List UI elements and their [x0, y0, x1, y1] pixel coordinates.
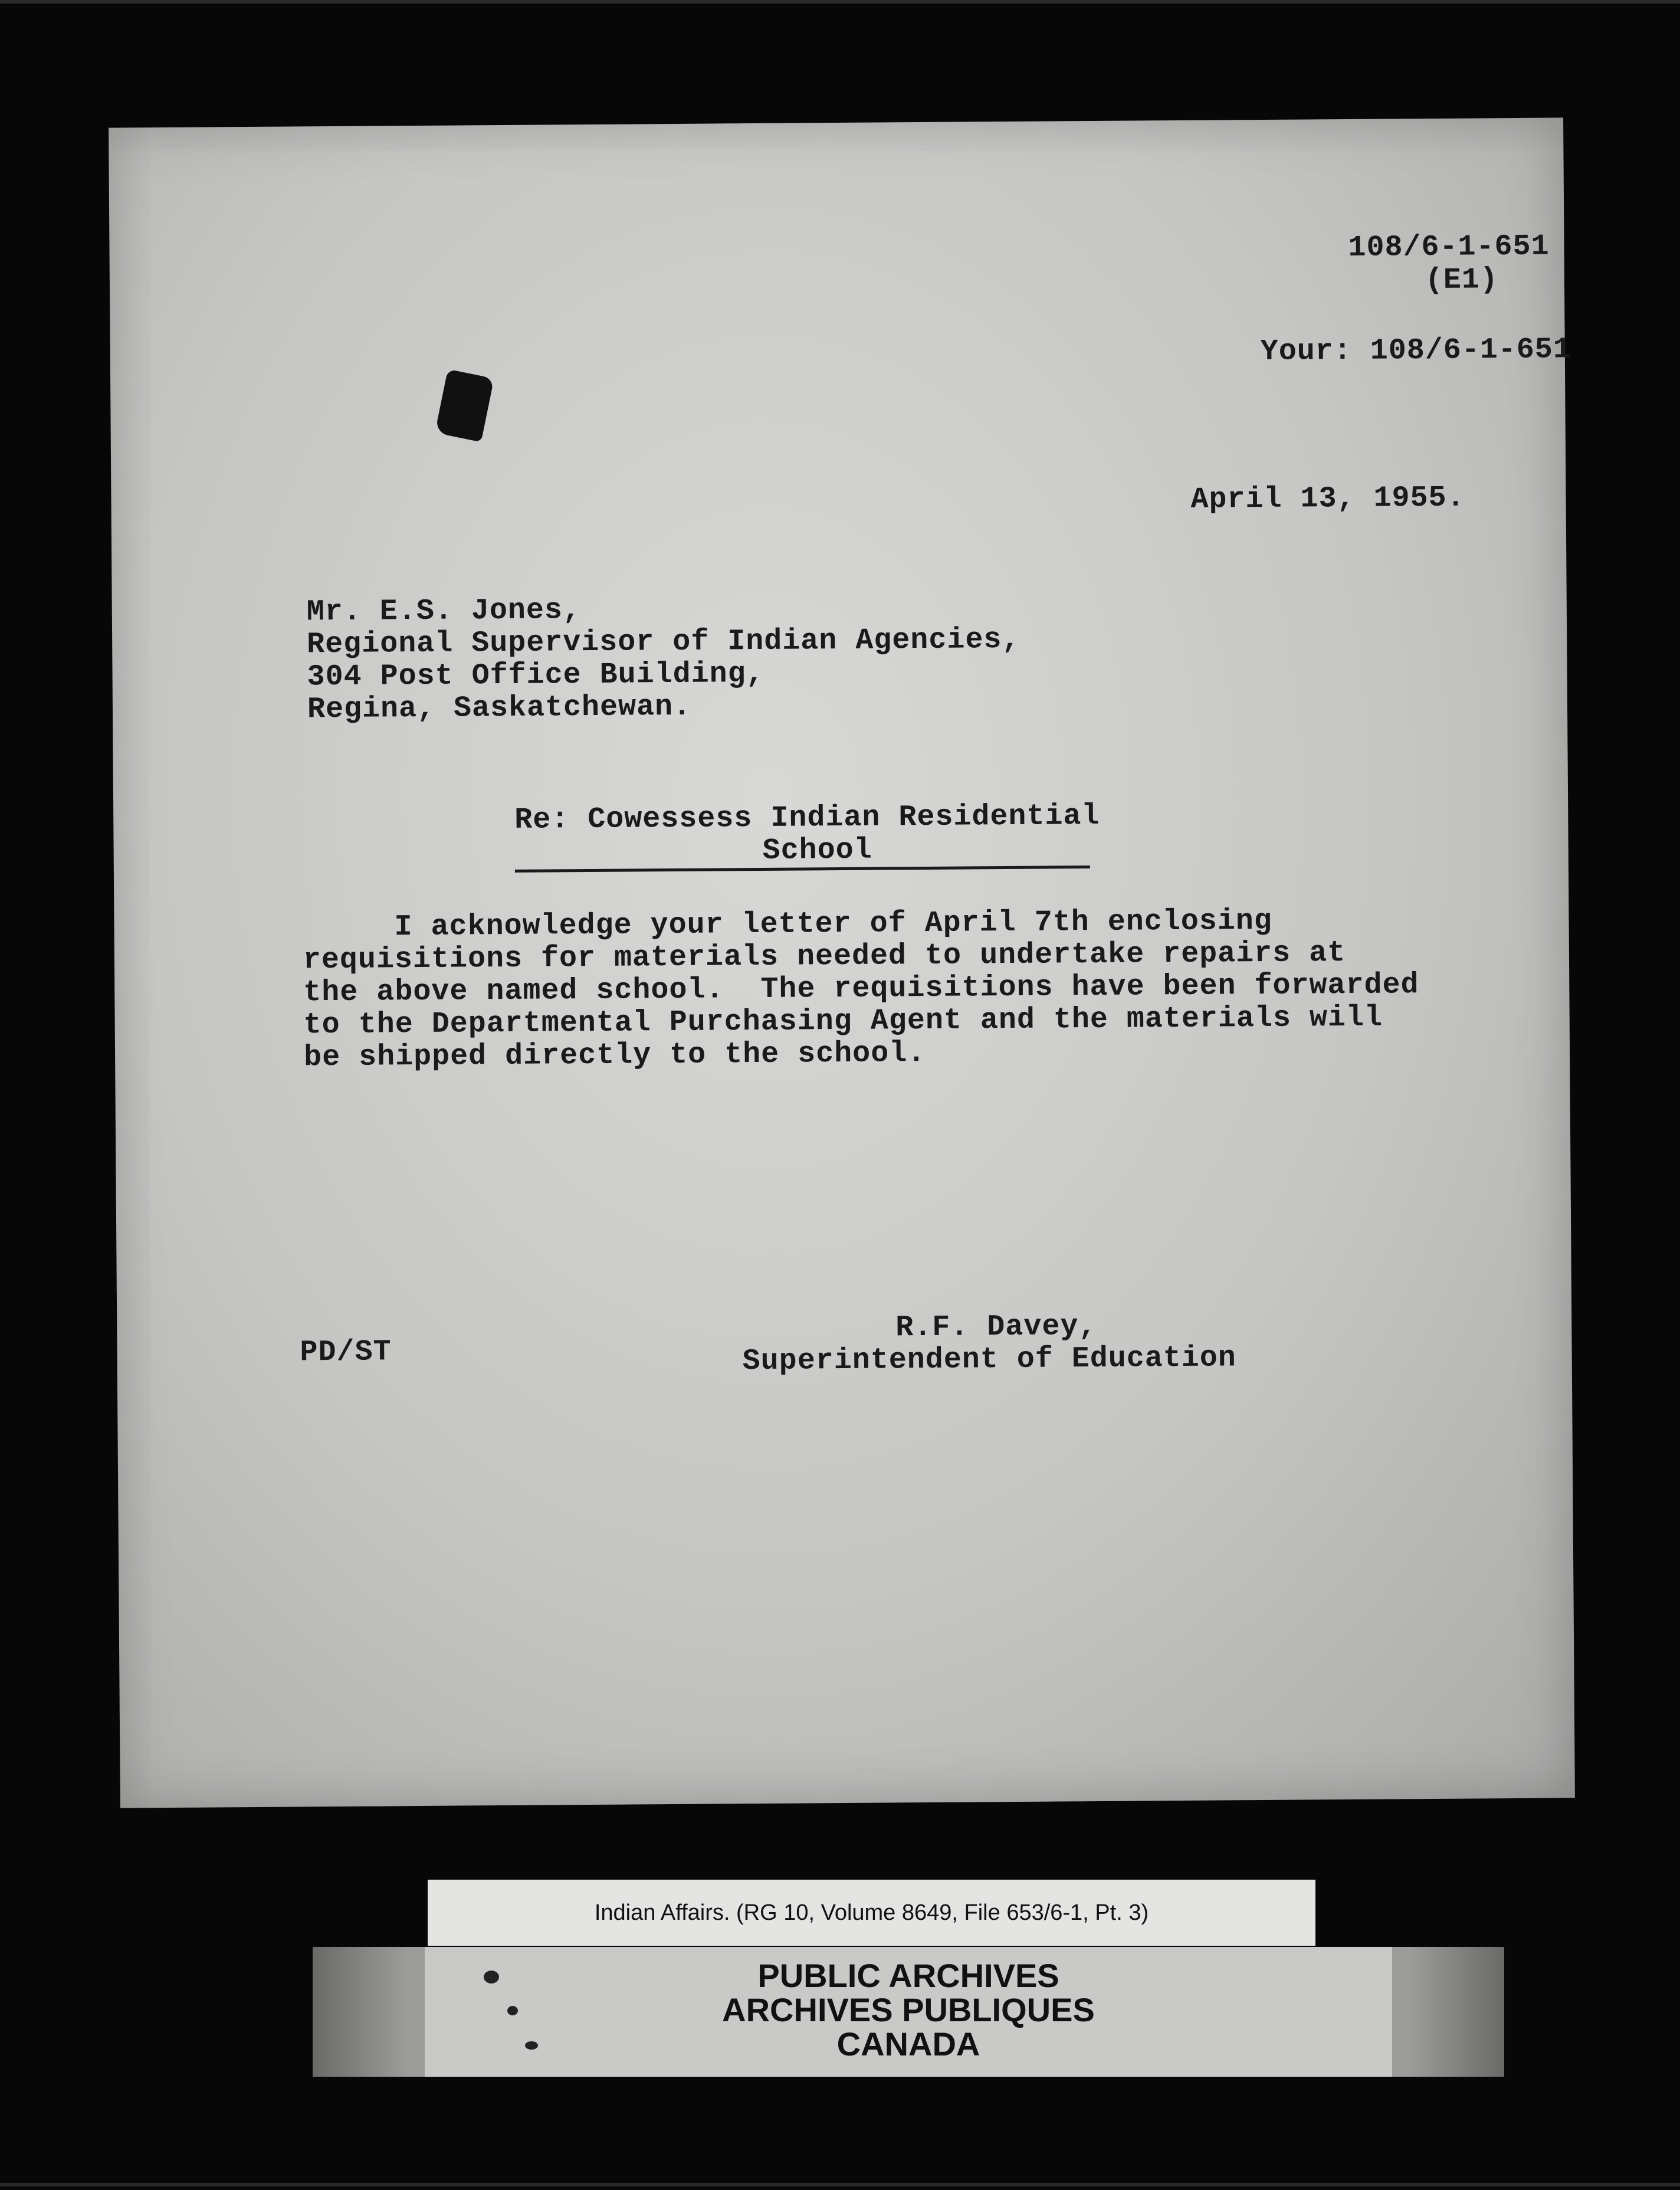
- stamp-line: CANADA: [836, 2025, 980, 2063]
- subject-line: Re: Cowessess Indian Residential: [514, 799, 1100, 837]
- letter-page: [109, 117, 1575, 1808]
- body-line: to the Departmental Purchasing Agent and the materials will: [303, 1001, 1383, 1042]
- your-reference: Your: 108/6-1-651: [1260, 333, 1572, 369]
- typist-initials: PD/ST: [300, 1335, 392, 1370]
- body-line: the above named school. The requisitions have been forwarded: [303, 968, 1419, 1010]
- address-line: 304 Post Office Building,: [307, 657, 764, 694]
- subject-line-continued: School: [762, 833, 872, 868]
- address-line: Regina, Saskatchewan.: [307, 690, 692, 727]
- body-line: requisitions for materials needed to undertake repairs at: [303, 936, 1346, 978]
- punch-hole: [435, 369, 494, 442]
- stamp-line: PUBLIC ARCHIVES: [757, 1957, 1059, 1994]
- file-subreference: (E1): [1425, 263, 1499, 298]
- film-edge-top: [0, 0, 1680, 4]
- body-line: I acknowledge your letter of April 7th enclosing: [303, 904, 1272, 945]
- archive-stamp-bar: [313, 1947, 1504, 2077]
- body-line: be shipped directly to the school.: [303, 1037, 926, 1075]
- file-reference: 108/6-1-651: [1348, 230, 1550, 265]
- address-line: Mr. E.S. Jones,: [306, 594, 582, 630]
- signer-title: Superintendent of Education: [742, 1341, 1237, 1379]
- stamp-line: ARCHIVES PUBLIQUES: [722, 1991, 1095, 2028]
- signer-name: R.F. Davey,: [895, 1309, 1097, 1345]
- letter-date: April 13, 1955.: [1190, 481, 1465, 517]
- archive-reference-text: Indian Affairs. (RG 10, Volume 8649, File 653/6-1, Pt. 3): [594, 1900, 1149, 1925]
- archive-stamp: [313, 1959, 1504, 2061]
- address-line: Regional Supervisor of Indian Agencies,: [307, 622, 1021, 662]
- archive-reference-label: [428, 1880, 1315, 1946]
- film-edge-bottom: [0, 2183, 1680, 2186]
